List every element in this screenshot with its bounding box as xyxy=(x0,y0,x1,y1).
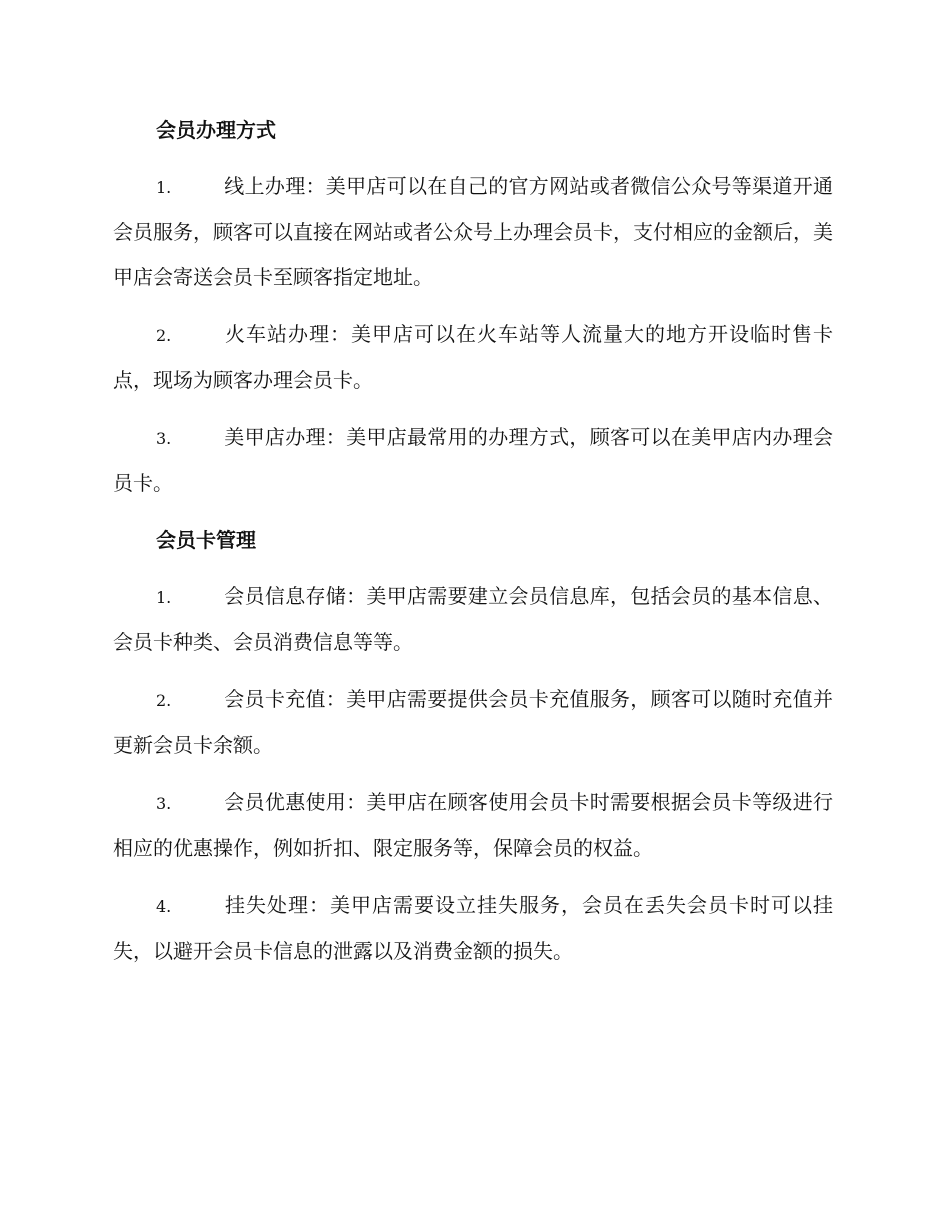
list-item xyxy=(113,883,833,974)
list-number: 3. xyxy=(156,794,172,813)
list-number: 2. xyxy=(156,691,172,710)
list-item-text: 挂失处理：美甲店需要设立挂失服务，会员在丢失会员卡时可以挂失，以避开会员卡信息的泄露以及消费金额的损失。 xyxy=(113,893,833,963)
document-body xyxy=(113,108,833,974)
list-number: 2. xyxy=(156,326,172,345)
list-item xyxy=(113,164,833,300)
section-heading: 会员卡管理 xyxy=(156,528,256,552)
list-item xyxy=(113,677,833,768)
list-number: 3. xyxy=(156,429,172,448)
list-number: 1. xyxy=(156,178,172,197)
list-item-text: 会员卡充值：美甲店需要提供会员卡充值服务，顾客可以随时充值并更新会员卡余额。 xyxy=(113,687,833,757)
list-item-text: 会员优惠使用：美甲店在顾客使用会员卡时需要根据会员卡等级进行相应的优惠操作，例如折扣、限定服务等，保障会员的权益。 xyxy=(113,790,833,860)
list-item xyxy=(113,780,833,871)
list-number: 4. xyxy=(156,897,172,916)
section-membership-methods xyxy=(113,108,833,506)
list-item xyxy=(113,415,833,506)
section-heading: 会员办理方式 xyxy=(156,118,276,142)
list-item-text: 会员信息存储：美甲店需要建立会员信息库，包括会员的基本信息、会员卡种类、会员消费信息等等。 xyxy=(113,584,833,654)
list-item xyxy=(113,312,833,403)
list-number: 1. xyxy=(156,588,172,607)
list-item xyxy=(113,574,833,665)
list-item-text: 美甲店办理：美甲店最常用的办理方式，顾客可以在美甲店内办理会员卡。 xyxy=(113,425,833,495)
section-card-management xyxy=(113,518,833,974)
list-item-text: 线上办理：美甲店可以在自己的官方网站或者微信公众号等渠道开通会员服务，顾客可以直接在网站或者公众号上办理会员卡，支付相应的金额后，美甲店会寄送会员卡至顾客指定地址。 xyxy=(113,174,833,289)
list-item-text: 火车站办理：美甲店可以在火车站等人流量大的地方开设临时售卡点，现场为顾客办理会员卡。 xyxy=(113,322,833,392)
